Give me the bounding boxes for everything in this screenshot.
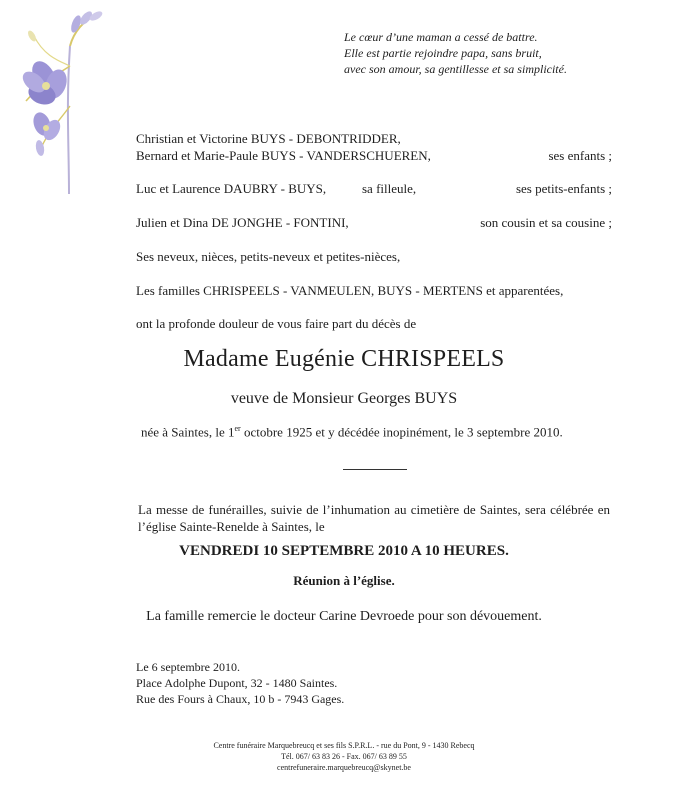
cousins-role: son cousin et sa cousine ; xyxy=(480,215,612,230)
poem-line-1: Le cœur d’une maman a cessé de battre. xyxy=(344,30,538,44)
families-row xyxy=(136,283,612,301)
funeral-home-footer xyxy=(0,740,688,773)
closing-address-1: Place Adolphe Dupont, 32 - 1480 Saintes. xyxy=(136,676,338,690)
thanks-text: La famille remercie le docteur Carine Devroede pour son dévouement. xyxy=(146,609,542,624)
footer-line-1: Centre funéraire Marquebreucq et ses fils S.P.R.L. - rue du Pont, 9 - 1430 Rebecq xyxy=(213,741,475,750)
poem-line-2: Elle est partie rejoindre papa, sans bruit, xyxy=(344,46,542,60)
deceased-name: Madame Eugénie CHRISPEELS xyxy=(183,346,505,372)
cousins-names: Julien et Dina DE JONGHE - FONTINI, xyxy=(136,215,349,230)
closing-date: Le 6 septembre 2010. xyxy=(136,660,240,674)
closing-address-2: Rue des Fours à Chaux, 10 b - 7943 Gages. xyxy=(136,692,345,706)
born-part-2: octobre 1925 et y décédée inopinément, le 3 septembre 2010. xyxy=(240,424,563,440)
children-role: ses enfants ; xyxy=(548,148,612,163)
born-part-1: née à Saintes, le 1 xyxy=(141,424,235,440)
freesia-flower-illustration xyxy=(14,6,124,196)
footer-email: centrefuneraire.marquebreucq@skynet.be xyxy=(277,763,411,772)
grandchildren-role: ses petits-enfants ; xyxy=(515,181,612,196)
footer-line-2: Tél. 067/ 63 83 26 - Fax. 067/ 63 89 55 xyxy=(281,752,407,761)
separator-line xyxy=(343,469,407,470)
announcement-text: ont la profonde douleur de vous faire part du décès de xyxy=(136,316,417,331)
announcement-row xyxy=(136,316,612,334)
families-text: Les familles CHRISPEELS - VANMEULEN, BUYS - MERTENS et apparentées, xyxy=(136,283,564,298)
children-names-2: Bernard et Marie-Paule BUYS - VANDERSCHUEREN, xyxy=(136,148,431,163)
goddaughter-role: sa filleule, xyxy=(362,181,417,196)
cousins-row xyxy=(136,215,612,233)
children-row-2 xyxy=(136,148,612,166)
widow-of: veuve de Monsieur Georges BUYS xyxy=(230,390,458,407)
birth-death-dates xyxy=(141,424,563,440)
funeral-date: VENDREDI 10 SEPTEMBRE 2010 A 10 HEURES. xyxy=(179,543,509,559)
grandchildren-row xyxy=(136,181,612,199)
grandchildren-names: Luc et Laurence DAUBRY - BUYS, xyxy=(136,181,327,196)
mass-text: La messe de funérailles, suivie de l’inhumation au cimetière de Saintes, sera célébrée en l’église Sainte-Renelde à Saintes, le xyxy=(138,502,610,534)
children-names-1: Christian et Victorine BUYS - DEBONTRIDDER, xyxy=(136,131,401,146)
nephews-text: Ses neveux, nièces, petits-neveux et petites-nièces, xyxy=(136,249,401,264)
born-superscript: er xyxy=(234,424,241,433)
nephews-row xyxy=(136,249,612,267)
poem-line-3: avec son amour, sa gentillesse et sa simplicité. xyxy=(344,62,567,76)
closing-block xyxy=(136,659,344,707)
children-row-1 xyxy=(136,131,612,149)
reunion-text: Réunion à l’église. xyxy=(293,573,395,588)
poem xyxy=(344,29,567,77)
